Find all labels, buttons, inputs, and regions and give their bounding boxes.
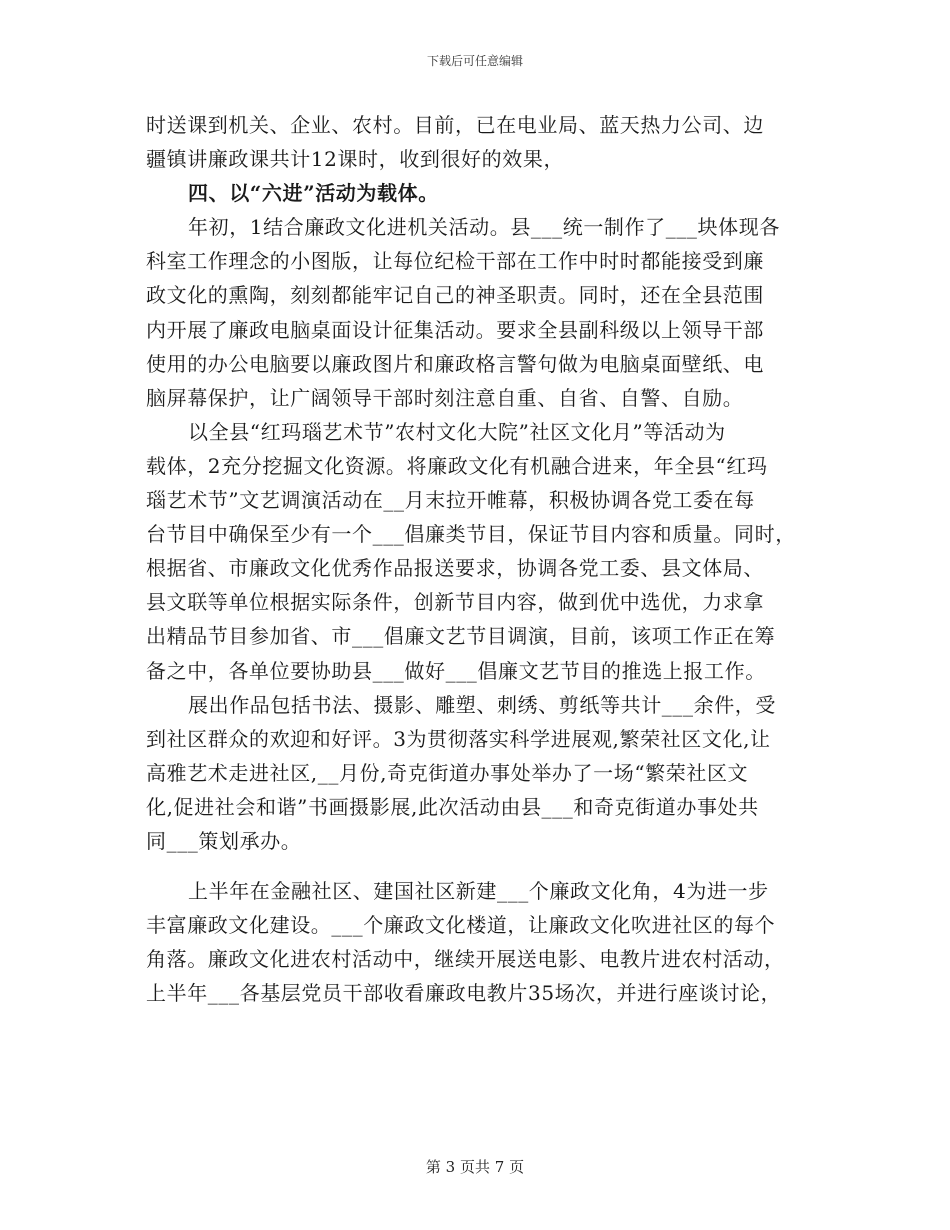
text-line: 瑙艺术节”文艺调演活动在__月末拉开帷幕，积极协调各党工委在每 <box>146 488 755 513</box>
text-line: 以全县“红玛瑙艺术节”农村文化大院”社区文化月”等活动为 <box>188 419 726 444</box>
text-line: 时送课到机关、企业、农村。目前，已在电业局、蓝天热力公司、边 <box>146 113 764 137</box>
text-line: 化,促进社会和谐”书画摄影展,此次活动由县___和奇克街道办事处共 <box>146 794 759 819</box>
text-line: 高雅艺术走进社区,__月份,奇克街道办事处举办了一场“繁荣社区文 <box>146 760 749 785</box>
page-header: 下载后可任意编辑 <box>426 54 523 68</box>
text-line: 角落。廉政文化进农村活动中，继续开展送电影、电教片进农村活动， <box>146 947 785 972</box>
text-line: 展出作品包括书法、摄影、雕塑、刺绣、剪纸等共计___余件，受 <box>188 692 776 717</box>
paragraph <box>146 210 802 415</box>
text-line: 根据省、市廉政文化优秀作品报送要求，协调各党工委、县文体局、 <box>146 556 764 581</box>
text-line: 同___策划承办。 <box>146 828 302 853</box>
text-line: 脑屏幕保护，让广阔领导干部时刻注意自重、自省、自警、自励。 <box>146 385 744 410</box>
text-line: 使用的办公电脑要以廉政图片和廉政格言警句做为电脑桌面壁纸、电 <box>146 351 764 376</box>
paragraph <box>146 415 802 688</box>
paragraph <box>146 874 802 1010</box>
heading-line: 四、以“六进”活动为载体。 <box>188 181 439 206</box>
text-line: 县文联等单位根据实际条件，创新节目内容，做到优中选优，力求拿 <box>146 590 764 615</box>
text-line: 年初，1结合廉政文化进机关活动。县___统一制作了___块体现各 <box>188 215 780 240</box>
text-line: 载体，2充分挖掘文化资源。将廉政文化有机融合进来，年全县“红玛 <box>146 453 768 478</box>
text-line: 内开展了廉政电脑桌面设计征集活动。要求全县副科级以上领导干部 <box>146 317 764 342</box>
text-line: 政文化的熏陶，刻刻都能牢记自己的神圣职责。同时，还在全县范围 <box>146 283 764 308</box>
paragraph <box>146 108 802 176</box>
page-footer: 第 3 页共 7 页 <box>425 1158 525 1176</box>
paragraph <box>146 688 802 858</box>
text-line: 疆镇讲廉政课共计12课时，收到很好的效果， <box>146 147 565 172</box>
document-body <box>146 108 802 1010</box>
text-line: 台节目中确保至少有一个___倡廉类节目，保证节目内容和质量。同时， <box>146 522 796 547</box>
text-line: 上半年在金融社区、建国社区新建___个廉政文化角，4为进一步 <box>188 879 769 904</box>
section-heading <box>146 176 802 210</box>
text-line: 丰富廉政文化建设。___个廉政文化楼道，让廉政文化吹进社区的每个 <box>146 913 776 938</box>
text-line: 出精品节目参加省、市___倡廉文艺节目调演，目前，该项工作正在筹 <box>146 624 776 649</box>
text-line: 备之中，各单位要协助县___做好___倡廉文艺节目的推选上报工作。 <box>146 658 766 683</box>
text-line: 到社区群众的欢迎和好评。3为贯彻落实科学进展观,繁荣社区文化,让 <box>146 726 771 751</box>
text-line: 上半年___各基层党员干部收看廉政电教片35场次，并进行座谈讨论， <box>146 981 782 1006</box>
text-line: 科室工作理念的小图版，让每位纪检干部在工作中时时都能接受到廉 <box>146 249 764 274</box>
